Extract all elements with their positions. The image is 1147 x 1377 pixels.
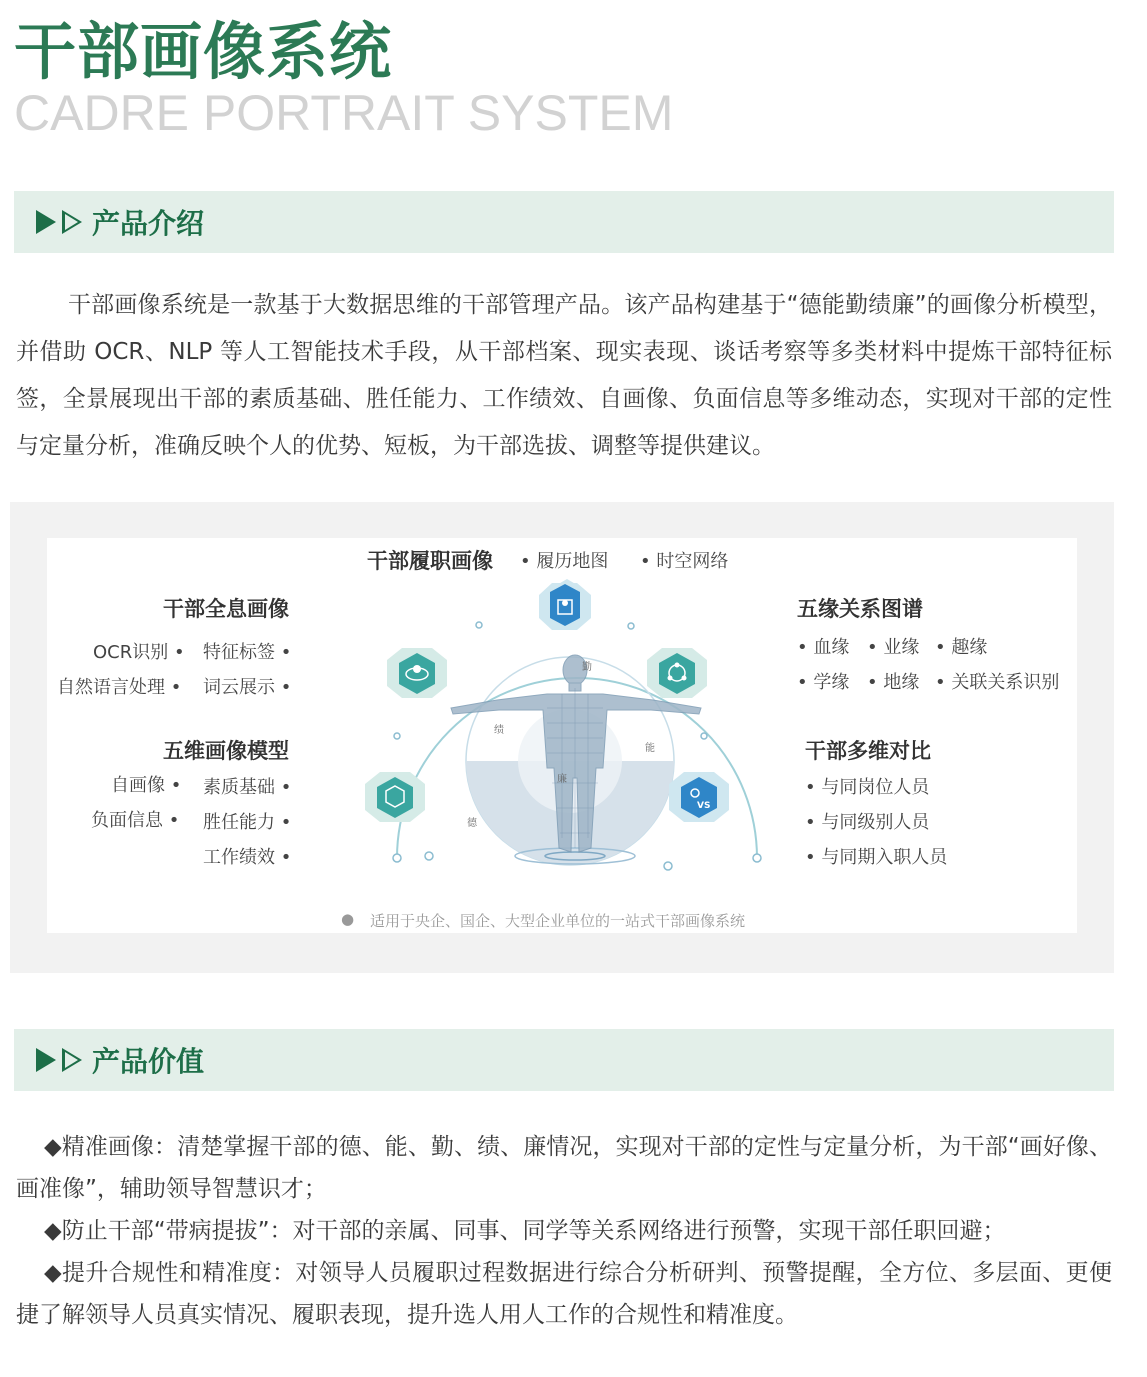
svg-text:VS: VS [697,801,711,811]
arc-dot [425,852,433,860]
arc-dot [753,854,761,862]
caption-bullet-icon: ● [341,910,355,928]
value-list [16,1126,1112,1336]
cloud-icon [387,648,447,698]
fig-item: 特征标签 • [203,642,292,663]
portrait-diagram [47,538,1077,933]
fig-item: 工作绩效 • [203,847,292,868]
cube-icon [365,772,425,822]
fig-heading-right-bottom: 干部多维对比 [805,739,931,763]
label-ji: 绩 [494,725,504,736]
section-title-value: 产品价值 [92,1045,205,1078]
section-header-value [14,1029,1114,1091]
fig-item: 自然语言处理 • [57,677,182,698]
arc-dot [628,623,634,629]
section-header-intro [14,191,1114,253]
fig-item: • 与同岗位人员 [805,777,930,798]
fig-heading-top: 干部履职画像 [367,549,493,573]
fig-heading-left-bottom: 五维画像模型 [163,739,289,763]
portrait-icon [539,579,591,630]
play-arrows-icon [36,210,88,234]
fig-item: 自画像 • [111,775,182,796]
fig-item: 胜任能力 • [203,812,292,833]
fig-item: OCR识别 • [93,642,185,663]
fig-item: • 学缘 [797,672,850,693]
fig-heading-left-top: 干部全息画像 [163,597,289,621]
fig-item: • 与同期入职人员 [805,847,948,868]
fig-item: • 履历地图 [520,551,609,572]
fig-item: • 趣缘 [935,637,988,658]
fig-item: • 地缘 [867,672,920,693]
value-item: ◆提升合规性和精准度：对领导人员履职过程数据进行综合分析研判、预警提醒，全方位、多层面、更便捷了解领导人员真实情况、履职表现，提升选人用人工作的合规性和精准度。 [16,1260,1112,1328]
fig-item: • 关联关系识别 [935,672,1060,693]
network-icon [647,648,707,698]
arc-dot [664,862,672,870]
label-lian: 廉 [557,774,567,785]
fig-heading-right-top: 五缘关系图谱 [797,597,923,621]
fig-item: • 业缘 [867,637,920,658]
page-title: 干部画像系统 [14,15,393,88]
page-subtitle-en: CADRE PORTRAIT SYSTEM [14,85,674,141]
diagram-frame [10,502,1114,973]
diagram-caption: 适用于央企、国企、大型企业单位的一站式干部画像系统 [370,912,746,930]
section-title-intro: 产品介绍 [92,207,205,240]
value-item: ◆精准画像：清楚掌握干部的德、能、勤、绩、廉情况，实现对干部的定性与定量分析，为干部“画好像、画准像”，辅助领导智慧识才； [16,1134,1112,1202]
fig-item: 负面信息 • [91,810,180,831]
arc-dot [476,622,482,628]
fig-item: 素质基础 • [203,777,292,798]
value-item: ◆防止干部“带病提拔”：对干部的亲属、同事、同学等关系网络进行预警，实现干部任职回避； [44,1218,1006,1244]
label-qin: 勤 [582,662,592,673]
arc-dot [394,733,400,739]
play-arrows-icon [36,1048,88,1072]
arc-dot [701,733,707,739]
arc-dot [393,854,401,862]
label-de: 德 [467,818,477,829]
label-neng: 能 [645,743,655,754]
compare-icon [669,772,729,822]
intro-paragraph: 干部画像系统是一款基于大数据思维的干部管理产品。该产品构建基于“德能勤绩廉”的画像分析模型，并借助 OCR、NLP 等人工智能技术手段，从干部档案、现实表现、谈话考察等多类材料中提炼干部特征标签，全景展现出干部的素质基础、胜任能力、工作绩效、自画像、负面信息等多维动态，实现对干部的定性与定量分析，准确反映个人的优势、短板，为干部选拔、调整等提供建议。 [16,292,1112,459]
fig-item: 词云展示 • [203,677,292,698]
fig-item: • 血缘 [797,637,850,658]
fig-item: • 与同级别人员 [805,812,930,833]
fig-item: • 时空网络 [640,551,729,572]
